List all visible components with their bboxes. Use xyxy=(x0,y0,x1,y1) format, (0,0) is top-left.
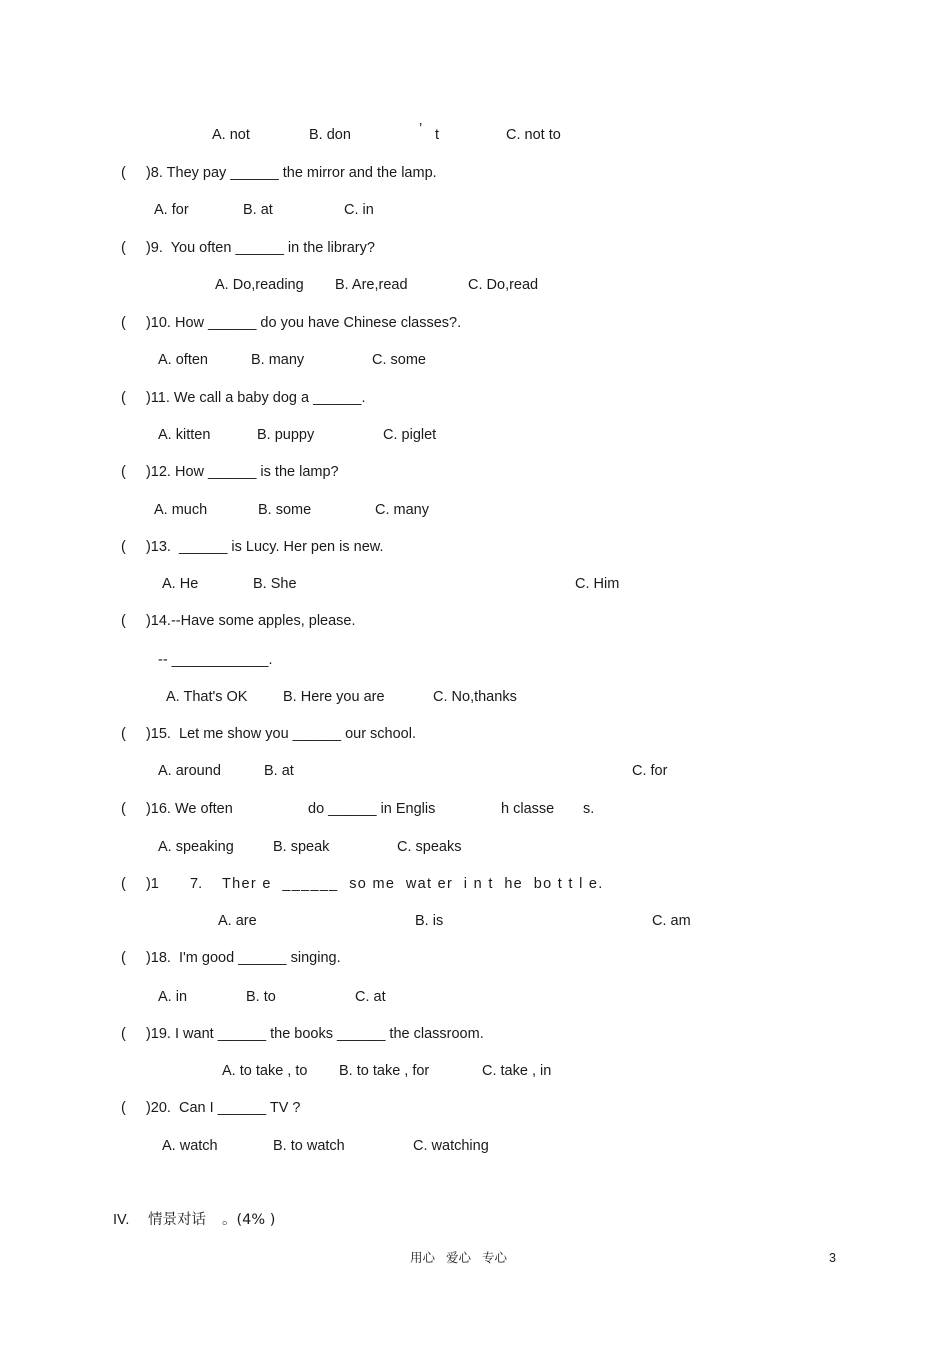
question-18: ( )18. I'm good ______ singing. xyxy=(121,950,341,966)
section-score: 。(4% ) xyxy=(222,1212,276,1228)
option-a: A. not xyxy=(212,127,250,143)
option-b: B. to take , for xyxy=(339,1063,430,1079)
option-c: C. piglet xyxy=(383,427,437,443)
option-a: A. kitten xyxy=(158,427,211,443)
question-8: ( )8. They pay ______ the mirror and the lamp. xyxy=(121,165,437,181)
option-c: C. Him xyxy=(575,576,620,592)
option-b: B. at xyxy=(243,202,273,218)
section-title: 情景对话 xyxy=(148,1212,206,1228)
option-b: B. speak xyxy=(273,839,330,855)
option-c: C. No,thanks xyxy=(433,689,517,705)
option-a: A. to take , to xyxy=(222,1063,308,1079)
option-b: B. is xyxy=(415,913,444,929)
option-a: A. much xyxy=(154,502,208,518)
option-a: A. Do,reading xyxy=(215,277,304,293)
footer-motto-3: 专心 xyxy=(482,1250,508,1265)
question-16-part-4: s. xyxy=(583,801,595,817)
question-14: ( )14.--Have some apples, please. xyxy=(121,613,356,629)
answer-blank: -- ____________. xyxy=(158,652,273,668)
option-a: A. watch xyxy=(162,1138,218,1154)
question-10: ( )10. How ______ do you have Chinese classes?. xyxy=(121,315,462,331)
question-16: ( )16. We often xyxy=(121,801,233,817)
option-a: A. in xyxy=(158,989,188,1005)
option-c: C. Do,read xyxy=(468,277,539,293)
question-15: ( )15. Let me show you ______ our school. xyxy=(121,726,416,742)
question-20: ( )20. Can I ______ TV ? xyxy=(121,1100,301,1116)
option-c: C. in xyxy=(344,202,374,218)
option-a: A. speaking xyxy=(158,839,234,855)
section-number: IV. xyxy=(113,1212,130,1228)
option-b-apostrophe: ’ xyxy=(419,121,423,137)
option-a: A. are xyxy=(218,913,257,929)
option-b: B. many xyxy=(251,352,305,368)
option-c: C. take , in xyxy=(482,1063,552,1079)
option-a: A. for xyxy=(154,202,189,218)
option-c: C. some xyxy=(372,352,426,368)
option-b-tail: t xyxy=(435,127,440,143)
question-16-part-3: h classe xyxy=(501,801,555,817)
question-11: ( )11. We call a baby dog a ______. xyxy=(121,390,366,406)
option-b: B. to xyxy=(246,989,276,1005)
option-a: A. He xyxy=(162,576,199,592)
option-c: C. speaks xyxy=(397,839,462,855)
option-a: A. That's OK xyxy=(166,689,248,705)
option-c: C. for xyxy=(632,763,668,779)
option-c: C. am xyxy=(652,913,691,929)
option-b: B. at xyxy=(264,763,294,779)
page-number: 3 xyxy=(829,1251,836,1265)
question-17: ( )1 xyxy=(121,876,159,892)
option-b: B. She xyxy=(253,576,297,592)
option-c: C. at xyxy=(355,989,386,1005)
option-c: C. many xyxy=(375,502,429,518)
question-19: ( )19. I want ______ the books ______ the classroom. xyxy=(121,1026,484,1042)
question-17-number: 7. xyxy=(190,876,203,892)
option-a: A. often xyxy=(158,352,208,368)
option-b: B. Here you are xyxy=(283,689,385,705)
option-b: B. Are,read xyxy=(335,277,408,293)
option-b: B. to watch xyxy=(273,1138,345,1154)
option-c: C. watching xyxy=(413,1138,489,1154)
footer-motto-2: 爱心 xyxy=(446,1250,472,1265)
question-9: ( )9. You often ______ in the library? xyxy=(121,240,375,256)
option-c: C. not to xyxy=(506,127,561,143)
question-12: ( )12. How ______ is the lamp? xyxy=(121,464,339,480)
option-b: B. puppy xyxy=(257,427,315,443)
option-b: B. some xyxy=(258,502,312,518)
footer-motto-1: 用心 xyxy=(410,1250,436,1265)
question-16-part-2: do ______ in Englis xyxy=(308,801,436,817)
option-a: A. around xyxy=(158,763,221,779)
option-b: B. don xyxy=(309,127,351,143)
question-17-text: Ther e ______ so me wat er i n t he bo t t l e. xyxy=(222,876,604,892)
question-13: ( )13. ______ is Lucy. Her pen is new. xyxy=(121,539,384,555)
